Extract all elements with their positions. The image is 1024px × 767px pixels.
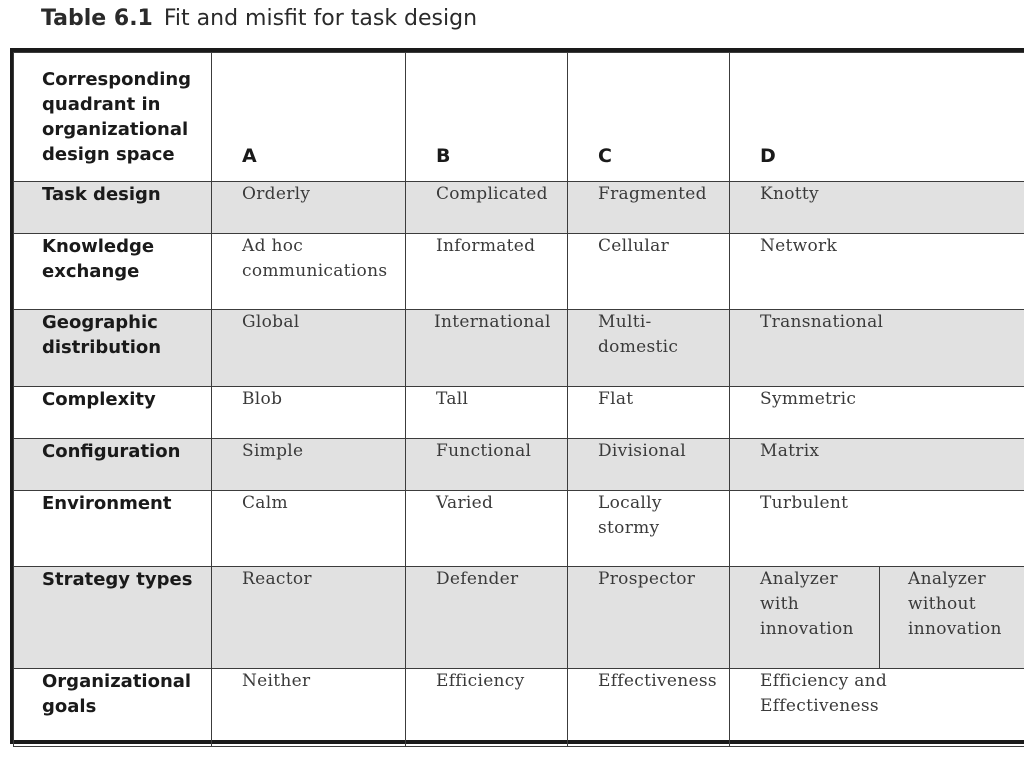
cell-complexity-b: Tall [406, 387, 568, 439]
cell-configuration-b: Functional [406, 439, 568, 491]
row-label-strategy-types: Strategy types [14, 567, 212, 669]
cell-geographic-distribution-c: Multi-domestic [568, 310, 730, 387]
table-header-row [14, 53, 1024, 182]
cell-strategy-types-a: Reactor [212, 567, 406, 669]
row-label-organizational-goals: Organizational goals [14, 669, 212, 747]
cell-strategy-types-b: Defender [406, 567, 568, 669]
row-label-geographic-distribution: Geographic distribution [14, 310, 212, 387]
cell-task-design-c: Fragmented [568, 182, 730, 234]
cell-complexity-d: Symmetric [730, 387, 1024, 439]
table-row [14, 310, 1024, 387]
table-number: Table 6.1 [41, 6, 153, 31]
table-title: Fit and misfit for task design [163, 6, 478, 31]
cell-organizational-goals-c: Effectiveness [568, 669, 730, 747]
table-row [14, 234, 1024, 310]
table-row [14, 182, 1024, 234]
cell-configuration-a: Simple [212, 439, 406, 491]
table-caption [41, 6, 477, 31]
table-row [14, 567, 1024, 669]
row-label-configuration: Configuration [14, 439, 212, 491]
cell-strategy-types-d1: Analyzer with innovation [730, 567, 880, 669]
row-label-knowledge-exchange: Knowledge exchange [14, 234, 212, 310]
cell-knowledge-exchange-c: Cellular [568, 234, 730, 310]
table-row [14, 439, 1024, 491]
cell-knowledge-exchange-a: Ad hoc communications [212, 234, 406, 310]
row-label-task-design: Task design [14, 182, 212, 234]
cell-organizational-goals-d: Efficiency and Effectiveness [730, 669, 1024, 747]
cell-geographic-distribution-a: Global [212, 310, 406, 387]
cell-environment-d: Turbulent [730, 491, 1024, 567]
cell-organizational-goals-b: Efficiency [406, 669, 568, 747]
quadrant-a-header: A [212, 53, 406, 182]
cell-knowledge-exchange-d: Network [730, 234, 1024, 310]
cell-geographic-distribution-d: Transnational [730, 310, 1024, 387]
cell-knowledge-exchange-b: Informated [406, 234, 568, 310]
header-row-label: Corresponding quadrant in organizational design space [14, 53, 212, 182]
table-row [14, 387, 1024, 439]
cell-organizational-goals-a: Neither [212, 669, 406, 747]
table-row [14, 669, 1024, 747]
quadrant-d-header: D [730, 53, 1024, 182]
cell-configuration-c: Divisional [568, 439, 730, 491]
row-label-environment: Environment [14, 491, 212, 567]
cell-strategy-types-c: Prospector [568, 567, 730, 669]
cell-configuration-d: Matrix [730, 439, 1024, 491]
quadrant-c-header: C [568, 53, 730, 182]
table-row [14, 491, 1024, 567]
cell-complexity-c: Flat [568, 387, 730, 439]
cell-task-design-b: Complicated [406, 182, 568, 234]
cell-strategy-types-d2: Analyzer without innovation [880, 567, 1024, 669]
cell-complexity-a: Blob [212, 387, 406, 439]
cell-environment-c: Locally stormy [568, 491, 730, 567]
quadrant-b-header: B [406, 53, 568, 182]
fit-misfit-table [13, 52, 1024, 747]
cell-task-design-a: Orderly [212, 182, 406, 234]
cell-geographic-distribution-b: International [406, 310, 568, 387]
cell-environment-b: Varied [406, 491, 568, 567]
cell-task-design-d: Knotty [730, 182, 1024, 234]
cell-environment-a: Calm [212, 491, 406, 567]
row-label-complexity: Complexity [14, 387, 212, 439]
